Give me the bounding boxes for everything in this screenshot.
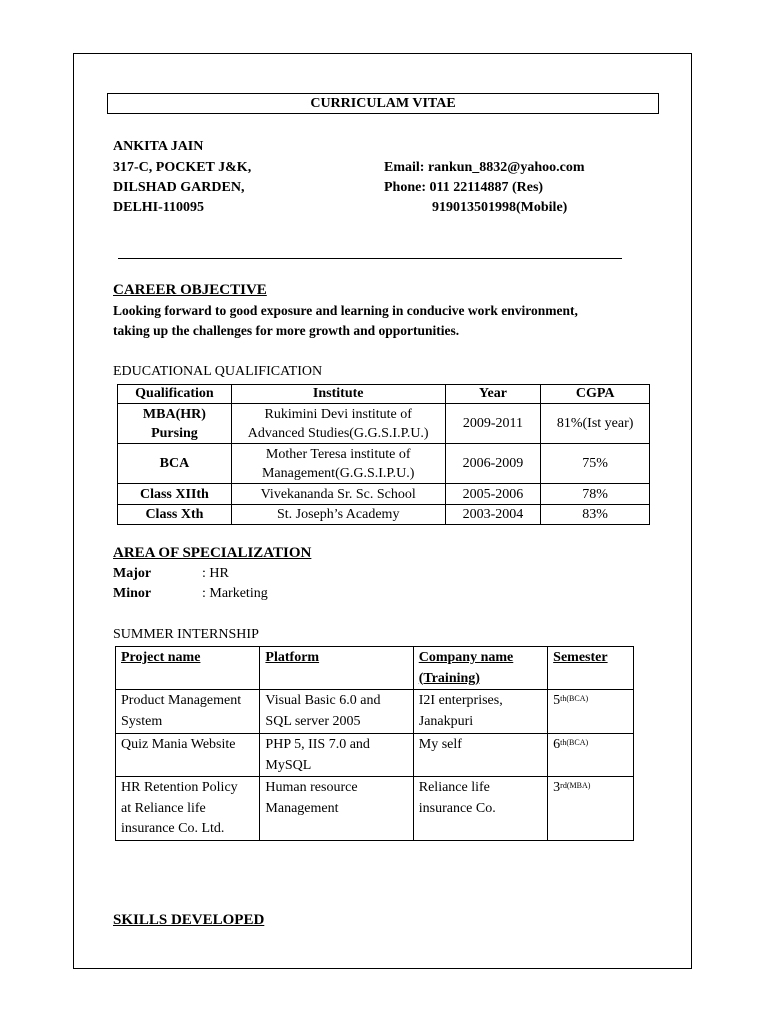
table-row <box>116 734 634 777</box>
education-table <box>117 384 650 525</box>
institute-cell: St. Joseph’s Academy <box>231 505 445 525</box>
address-line-3: DELHI-110095 <box>113 200 205 215</box>
internship-heading: SUMMER INTERNSHIP <box>113 627 259 642</box>
company-text: My self <box>418 737 462 752</box>
header-company-line: Company name <box>418 650 514 665</box>
table-row <box>118 404 650 444</box>
project-text: insurance Co. Ltd. <box>121 821 225 836</box>
platform-cell <box>260 734 413 777</box>
year-cell: 2006-2009 <box>445 444 541 484</box>
project-cell <box>116 690 260 734</box>
year-cell: 2009-2011 <box>445 404 541 444</box>
institute-cell <box>231 404 445 444</box>
table-row <box>116 690 634 734</box>
header-company <box>413 647 547 690</box>
qualification-cell: Class XIIth <box>118 484 232 505</box>
specialization-heading: AREA OF SPECIALIZATION <box>113 545 312 561</box>
project-text: at Reliance life <box>121 800 206 816</box>
platform-text: Visual Basic 6.0 and <box>265 693 381 708</box>
semester-suffix: th(BCA) <box>560 738 589 747</box>
table-row <box>116 777 634 841</box>
qualification-cell: Class Xth <box>118 505 232 525</box>
semester-suffix: rd(MBA) <box>560 781 591 790</box>
company-text: insurance Co. <box>418 800 496 816</box>
project-text: HR Retention Policy <box>121 780 238 795</box>
address-line-2: DILSHAD GARDEN, <box>113 180 245 195</box>
major-value: : HR <box>202 566 229 581</box>
platform-text: Human resource <box>265 780 358 795</box>
phone-text: Phone: 011 22114887 (Res) <box>384 180 544 195</box>
project-text: Quiz Mania Website <box>121 737 236 752</box>
candidate-name: ANKITA JAIN <box>113 139 204 154</box>
company-text: I2I enterprises, <box>418 693 503 708</box>
semester-cell <box>548 777 634 841</box>
company-cell <box>413 734 547 777</box>
platform-text: PHP 5, IIS 7.0 and <box>265 737 370 752</box>
qualification-text: Pursing <box>151 425 198 441</box>
header-platform: Platform <box>260 647 413 690</box>
platform-text: MySQL <box>265 757 312 773</box>
institute-cell: Vivekananda Sr. Sc. School <box>231 484 445 505</box>
semester-number: 6 <box>553 737 561 752</box>
qualification-cell <box>118 404 232 444</box>
cgpa-cell: 81%(Ist year) <box>541 404 650 444</box>
company-cell <box>413 777 547 841</box>
header-cgpa: CGPA <box>541 385 650 404</box>
cgpa-cell: 78% <box>541 484 650 505</box>
project-cell <box>116 777 260 841</box>
header-project: Project name <box>116 647 260 690</box>
career-objective-line-2: taking up the challenges for more growth and opportunities. <box>113 323 460 338</box>
company-text: Reliance life <box>418 780 490 795</box>
platform-cell <box>260 690 413 734</box>
header-semester: Semester <box>548 647 634 690</box>
semester-cell <box>548 734 634 777</box>
table-header-row <box>118 385 650 404</box>
company-text: Janakpuri <box>418 713 474 729</box>
platform-text: Management <box>265 800 339 816</box>
minor-label: Minor <box>113 586 152 601</box>
institute-text: Management(G.G.S.I.P.U.) <box>261 465 415 481</box>
platform-text: SQL server 2005 <box>265 713 361 729</box>
header-qualification: Qualification <box>118 385 232 404</box>
cgpa-cell: 83% <box>541 505 650 525</box>
year-cell: 2003-2004 <box>445 505 541 525</box>
major-label: Major <box>113 566 152 581</box>
table-row <box>118 505 650 525</box>
project-cell <box>116 734 260 777</box>
document-title: CURRICULAM VITAE <box>107 93 659 114</box>
cgpa-cell: 75% <box>541 444 650 484</box>
semester-suffix: th(BCA) <box>560 694 589 703</box>
semester-cell <box>548 690 634 734</box>
table-row <box>118 484 650 505</box>
mobile-text: 919013501998(Mobile) <box>432 200 568 215</box>
separator-line <box>118 258 622 259</box>
institute-text: Advanced Studies(G.G.S.I.P.U.) <box>247 425 429 441</box>
table-header-row <box>116 647 634 690</box>
qualification-text: MBA(HR) <box>142 406 206 422</box>
skills-heading: SKILLS DEVELOPED <box>113 912 265 928</box>
project-text: System <box>121 713 163 729</box>
institute-text: Rukimini Devi institute of <box>264 406 412 422</box>
career-objective-heading: CAREER OBJECTIVE <box>113 282 267 298</box>
institute-cell <box>231 444 445 484</box>
semester-number: 3 <box>553 780 561 795</box>
semester-number: 5 <box>553 693 561 708</box>
minor-value: : Marketing <box>202 586 268 601</box>
internship-table <box>115 646 634 841</box>
email-text: Email: rankun_8832@yahoo.com <box>384 160 585 175</box>
header-institute: Institute <box>231 385 445 404</box>
institute-text: Mother Teresa institute of <box>265 446 411 462</box>
header-year: Year <box>445 385 541 404</box>
company-cell <box>413 690 547 734</box>
address-line-1: 317-C, POCKET J&K, <box>113 160 252 175</box>
year-cell: 2005-2006 <box>445 484 541 505</box>
project-text: Product Management <box>121 693 242 708</box>
qualification-cell: BCA <box>118 444 232 484</box>
table-row <box>118 444 650 484</box>
career-objective-line-1: Looking forward to good exposure and learning in conducive work environment, <box>113 303 578 318</box>
header-company-line: (Training) <box>418 670 480 686</box>
education-heading: EDUCATIONAL QUALIFICATION <box>113 364 323 379</box>
platform-cell <box>260 777 413 841</box>
